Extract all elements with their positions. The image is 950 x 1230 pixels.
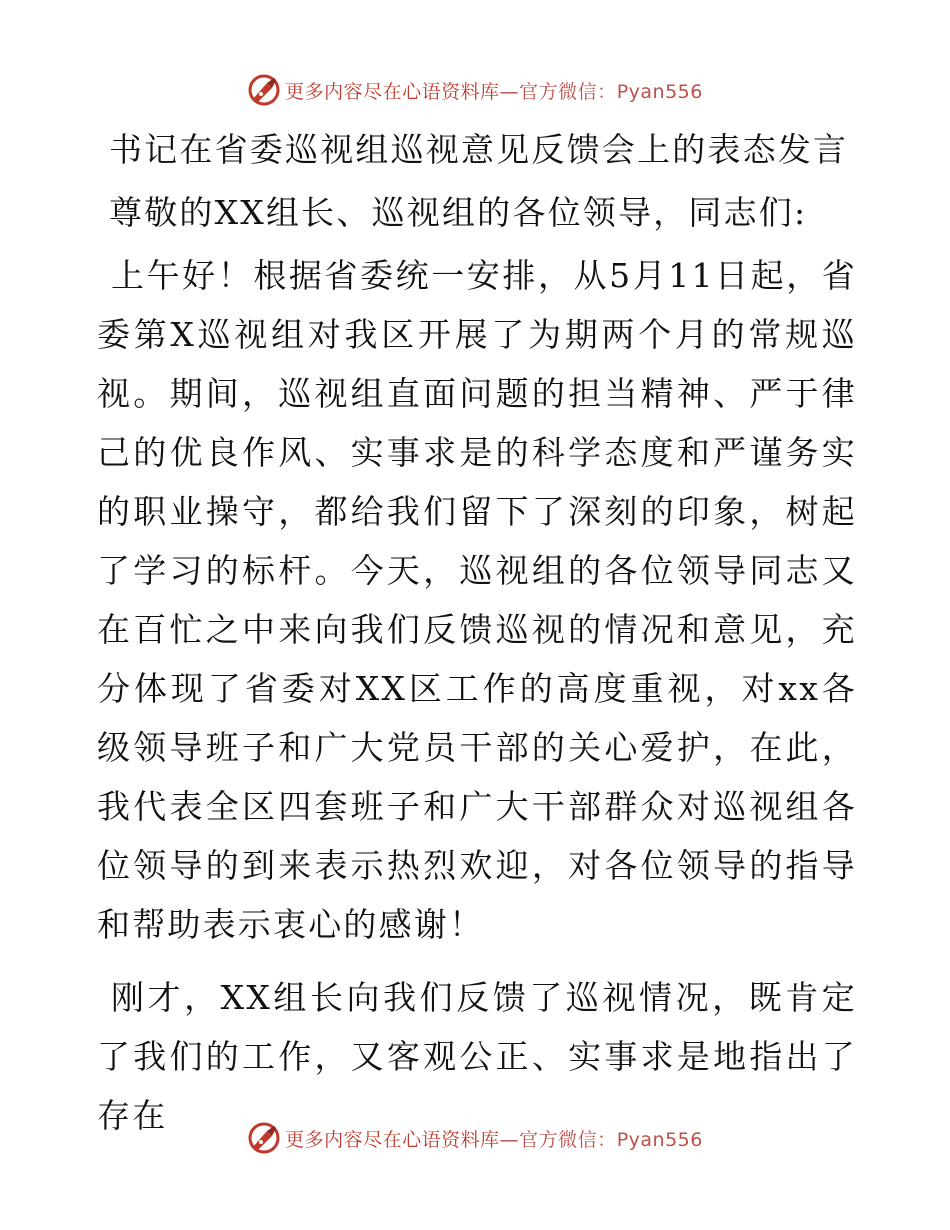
banner-separator: — xyxy=(499,80,520,103)
banner-wechat-id: Pyan556 xyxy=(616,80,703,103)
banner-main-text: 更多内容尽在心语资料库 xyxy=(285,1128,500,1151)
pen-nib-logo-icon xyxy=(247,73,281,107)
banner-text-bottom xyxy=(285,1125,703,1152)
banner-wechat-label: 官方微信： xyxy=(519,1128,617,1151)
banner-inner-bottom xyxy=(247,1121,703,1155)
banner-wechat-label: 官方微信： xyxy=(519,80,617,103)
banner-separator: — xyxy=(499,1128,520,1151)
top-banner xyxy=(0,70,950,110)
document-body xyxy=(97,120,857,1147)
document-title: 书记在省委巡视组巡视意见反馈会上的表态发言 xyxy=(109,130,849,169)
document-greeting: 尊敬的XX组长、巡视组的各位领导，同志们: xyxy=(109,193,808,232)
pen-nib-logo-icon xyxy=(247,1121,281,1155)
bottom-banner xyxy=(0,1118,950,1158)
banner-wechat-id: Pyan556 xyxy=(616,1128,703,1151)
banner-text xyxy=(285,77,703,104)
paragraph-1: 上午好！根据省委统一安排，从5月11日起，省委第X巡视组对我区开展了为期两个月的常规巡视。期间，巡视组直面问题的担当精神、严于律己的优良作风、实事求是的科学态度和严谨务实的职业操守，都给我们留下了深刻的印象，树起了学习的标杆。今天，巡视组的各位领导同志又在百忙之中来向我们反馈巡视的情况和意见，充分体现了省委对XX区工作的高度重视，对xx各级领导班子和广大党员干部的关心爱护，在此，我代表全区四套班子和广大干部群众对巡视组各位领导的到来表示热烈欢迎，对各位领导的指导和帮助表示衷心的感谢！ xyxy=(97,256,857,944)
banner-inner xyxy=(247,73,703,107)
paragraph-2: 刚才，XX组长向我们反馈了巡视情况，既肯定了我们的工作，又客观公正、实事求是地指出了存在 xyxy=(97,978,857,1135)
banner-main-text: 更多内容尽在心语资料库 xyxy=(285,80,500,103)
